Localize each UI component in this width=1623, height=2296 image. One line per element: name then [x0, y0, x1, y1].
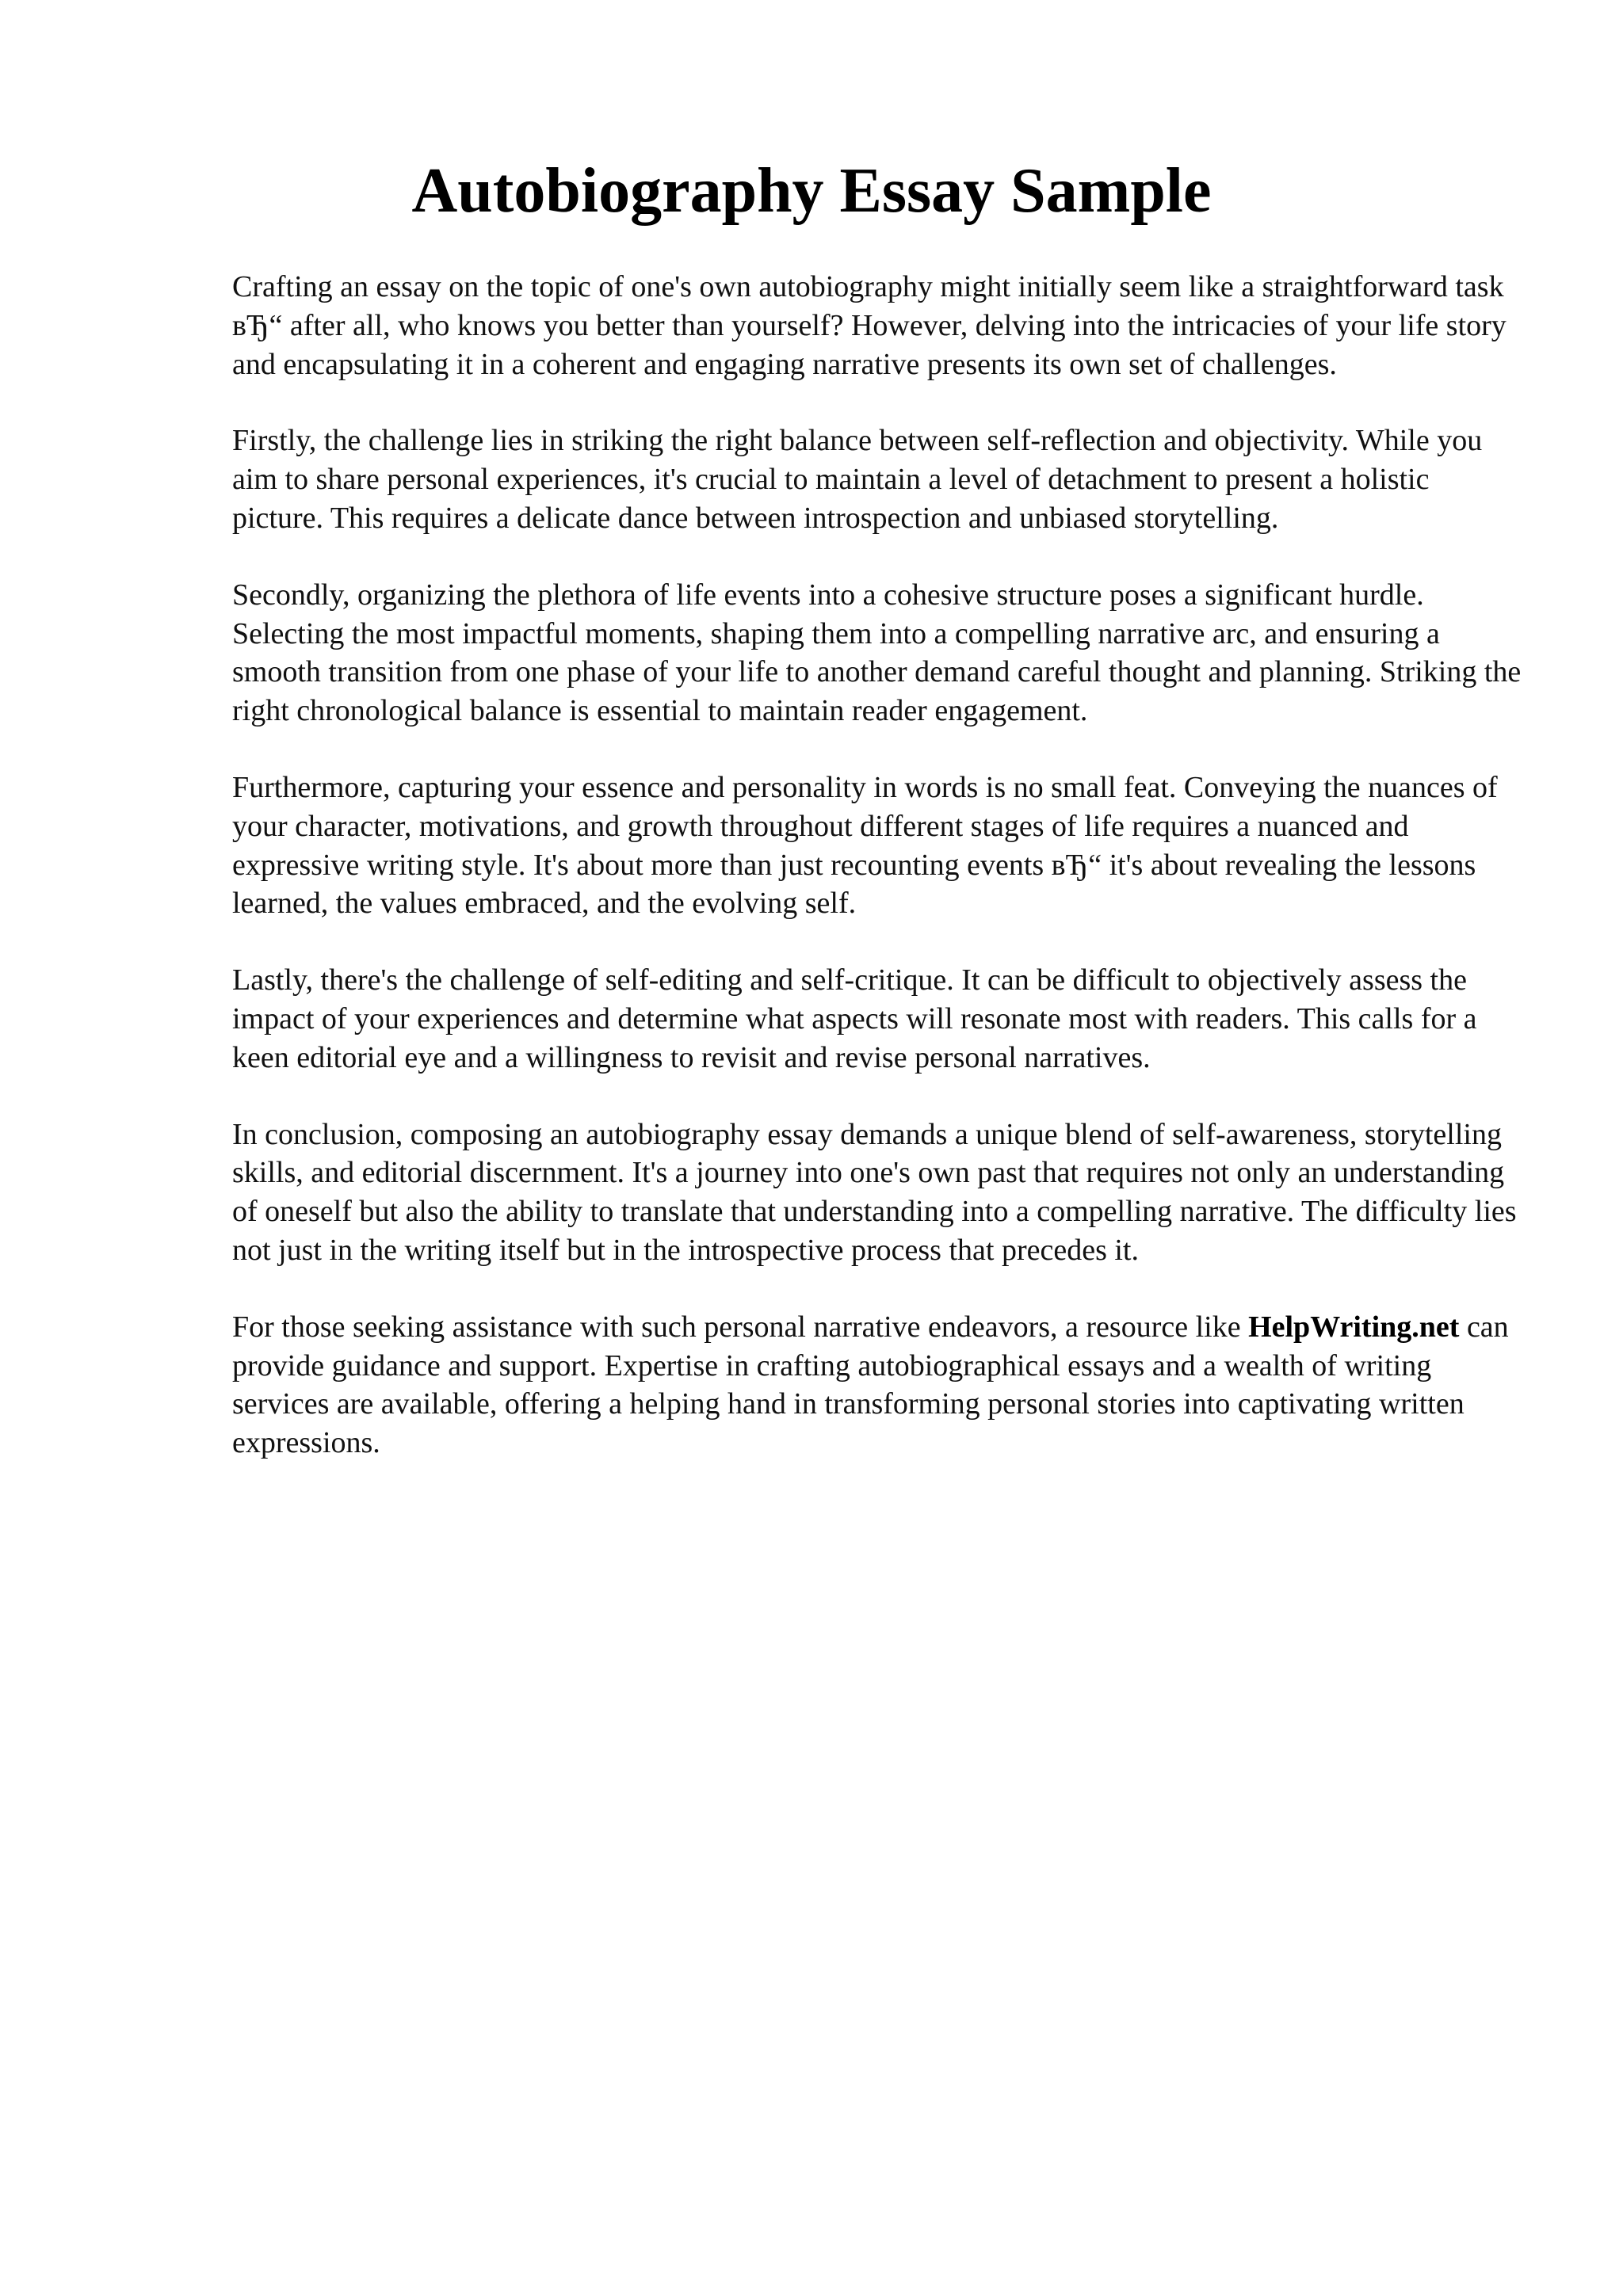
- essay-body: [232, 268, 1526, 1501]
- paragraph-structure: Secondly, organizing the plethora of life events into a cohesive structure poses a significant hurdle. Selecting the most impactful moments, shaping them into a compelling narrative arc, and ensuring a smooth transition from one phase of your life to another demand careful thought and planning. Striking the right chronological balance is essential to maintain reader engagement.: [232, 578, 1522, 728]
- brand-link[interactable]: HelpWriting.net: [1248, 1310, 1460, 1344]
- paragraph-closing: [232, 1308, 1526, 1463]
- paragraph-conclusion: In conclusion, composing an autobiography essay demands a unique blend of self-awareness, storytelling skills, and editorial discernment. It's a journey into one's own past that requires not only an understanding of oneself but also the ability to translate that understanding into a compelling narrative. The difficulty lies not just in the writing itself but in the introspective process that precedes it.: [232, 1117, 1517, 1267]
- paragraph-self-editing: Lastly, there's the challenge of self-editing and self-critique. It can be difficult to objectively assess the impact of your experiences and determine what aspects will resonate most with readers. This calls for a keen editorial eye and a willingness to revisit and revise personal narratives.: [232, 963, 1477, 1074]
- closing-text-after: can provide guidance and support. Expertise in crafting autobiographical essays and a wealth of writing services are available, offering a helping hand in transforming personal stories into captivating written expressions.: [232, 1310, 1509, 1460]
- paragraph-balance: Firstly, the challenge lies in striking the right balance between self-reflection and objectivity. While you aim to share personal experiences, it's crucial to maintain a level of detachment to present a holistic picture. This requires a delicate dance between introspection and unbiased storytelling.: [232, 424, 1483, 535]
- paragraph-intro: Crafting an essay on the topic of one's own autobiography might initially seem like a straightforward task вЂ“ after all, who knows you better than yourself? However, delving into the intricacies of your life story and encapsulating it in a coherent and engaging narrative presents its own set of challenges.: [232, 270, 1507, 381]
- paragraph-personality: Furthermore, capturing your essence and personality in words is no small feat. Conveying the nuances of your character, motivations, and growth throughout different stages of life requires a nuanced and expressive writing style. It's about more than just recounting events вЂ“ it's about revealing the lessons learned, the values embraced, and the evolving self.: [232, 770, 1498, 921]
- closing-text-before: For those seeking assistance with such personal narrative endeavors, a resource like: [232, 1310, 1249, 1344]
- page-title: Autobiography Essay Sample: [411, 156, 1212, 226]
